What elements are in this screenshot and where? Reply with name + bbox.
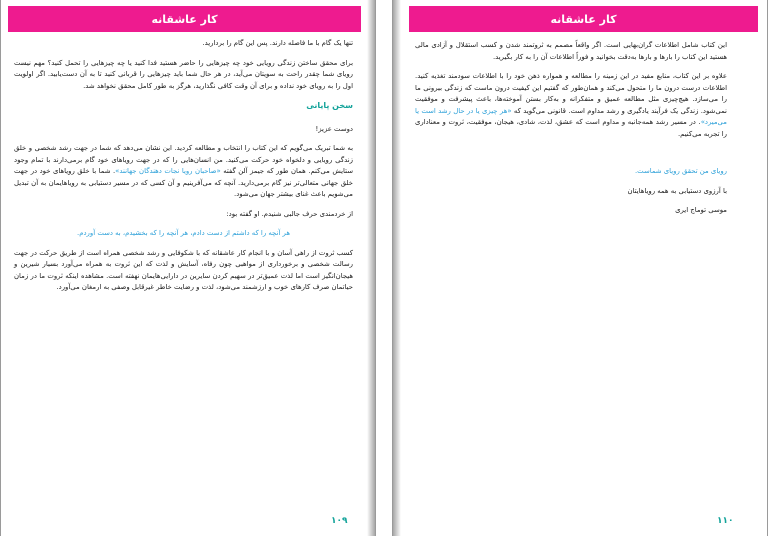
paragraph-text: علاوه بر این کتاب، منابع مفید در این زمینه را مطالعه و همواره ذهن خود را با اطلاعات سودمند تغذیه کنید. اطلاعات درست درون ما را متحول می‌کند و همان‌طور که گفتیم این کیفیت درون ماست که زندگی بیرونی ما را می‌سازد. هیچ‌چیزی مثل مطالعه عمیق و متفکرانه و به‌کار بستن آموخته‌ها، باعث پیشرفت و موفقیت نمی‌شود. زندگی یک فرآیند یادگیری و رشد مداوم است. قانونی می‌گوید که bbox=[415, 72, 727, 115]
paragraph: این کتاب شامل اطلاعات گران‌بهایی است. اگر واقعاً مصمم به ثروتمند شدن و کسب استقلال و آزادی مالی هستید این کتاب را بارها و بارها به‌دقت بخوانید و فوراً اطلاعات آن را به کار بگیرید. bbox=[415, 41, 727, 61]
paragraph: تنها یک گام با ما فاصله دارند. پس این گام را بردارید. bbox=[202, 39, 353, 47]
highlighted-quote: «هر چیزی یا در حال رشد است یا می‌میرد» bbox=[415, 106, 727, 126]
paragraph: از خردمندی حرف جالبی شنیدم. او گفته بود: bbox=[226, 209, 353, 218]
paragraph bbox=[415, 71, 727, 140]
page-header: کار عاشقانه bbox=[409, 6, 758, 32]
salutation: دوست عزیز! bbox=[315, 124, 353, 133]
page-number: ۱۰۹ bbox=[331, 516, 348, 526]
author-name: موسی توماج ایری bbox=[675, 206, 727, 214]
paragraph: کسب ثروت از راهی آسان و با انجام کار عاشقانه که با شکوفایی و رشد شخصی همراه است از طریق حرکت در جهت رسالت شخصی و برخورداری از مواهبی چون رفاه، آسایش و لذت که این ثروت به همراه می‌آورد بسیار شیرین و هیجان‌انگیز است اما لذت عمیق‌تر در سهیم کردن سایرین در دارایی‌هایمان نهفته است. مشاهده اینکه ثروت ما در زمان حیاتمان صرف کارهای خوب و ارزشمند می‌شود، لذت و رضایت خاطر غیرقابل وصفی به ارمغان می‌آورد. bbox=[14, 248, 353, 291]
page-body bbox=[415, 40, 727, 225]
left-page bbox=[0, 0, 376, 536]
closing-block bbox=[415, 166, 727, 217]
page-header: کار عاشقانه bbox=[8, 6, 361, 32]
paragraph bbox=[14, 143, 353, 201]
highlighted-quote: «صاحبان رویا نجات دهندگان جهانند» bbox=[115, 167, 221, 175]
page-number: ۱۱۰ bbox=[717, 516, 734, 526]
closing-wish: با آرزوی دستیابی به همه رویاهایتان bbox=[627, 186, 727, 195]
paragraph-text: . شما با خلق رویاهای خود در جهت خلق جهانی متعالی‌تر نیز گام برمی‌دارید. آنچه که می‌آفرینیم و آن کسی که در مسیر دستیابی به رویاهایمان به آن تبدیل می‌شویم باعث غنای بیشتر جهان می‌شود. bbox=[14, 167, 353, 198]
section-heading: سخن پایانی bbox=[306, 101, 353, 110]
paragraph: برای محقق ساختن زندگی رویایی خود چه چیزهایی را حاضر هستید فدا کنید یا چه چیزهایی را تحمل کنید؟ مهم نیست رویای شما چقدر راحت به سویتان می‌آید، در هر حال شما باید چیزهایی را قربانی کنید تا به آن دست‌یابید. اگر اولویت اول را به رویای خود نداده و برای آن وقت کافی نگذارید، هرگز به طور کامل محقق نخواهد شد. bbox=[14, 58, 353, 90]
page-body bbox=[14, 38, 353, 302]
quote: هر آنچه را که داشتم از دست دادم، هر آنچه را که بخشیدم، به دست آوردم. bbox=[77, 229, 290, 237]
right-page bbox=[392, 0, 768, 536]
book-gutter bbox=[376, 0, 392, 536]
closing-line: رویای من تحقق رویای شماست. bbox=[634, 167, 727, 175]
paragraph-text: به شما تبریک می‌گویم که این کتاب را انتخاب و مطالعه کردید. این نشان می‌دهد که شما در جهت رشد شخصی و خلق زندگی رویایی و دلخواه خود حرکت می‌کنید. من انسان‌هایی را که در جهت رویاهای خود گام برمی‌دارند با تمام وجود ستایش می‌کنم. همان طور که جیمز آلن گفته bbox=[14, 144, 354, 175]
paragraph-text: . در مسیر رشد همه‌جانبه و مداوم است که عشق، لذت، شادی، هیجان، موفقیت، ثروت و معنا‌داری را تجربه می‌کنیم. bbox=[415, 118, 727, 138]
